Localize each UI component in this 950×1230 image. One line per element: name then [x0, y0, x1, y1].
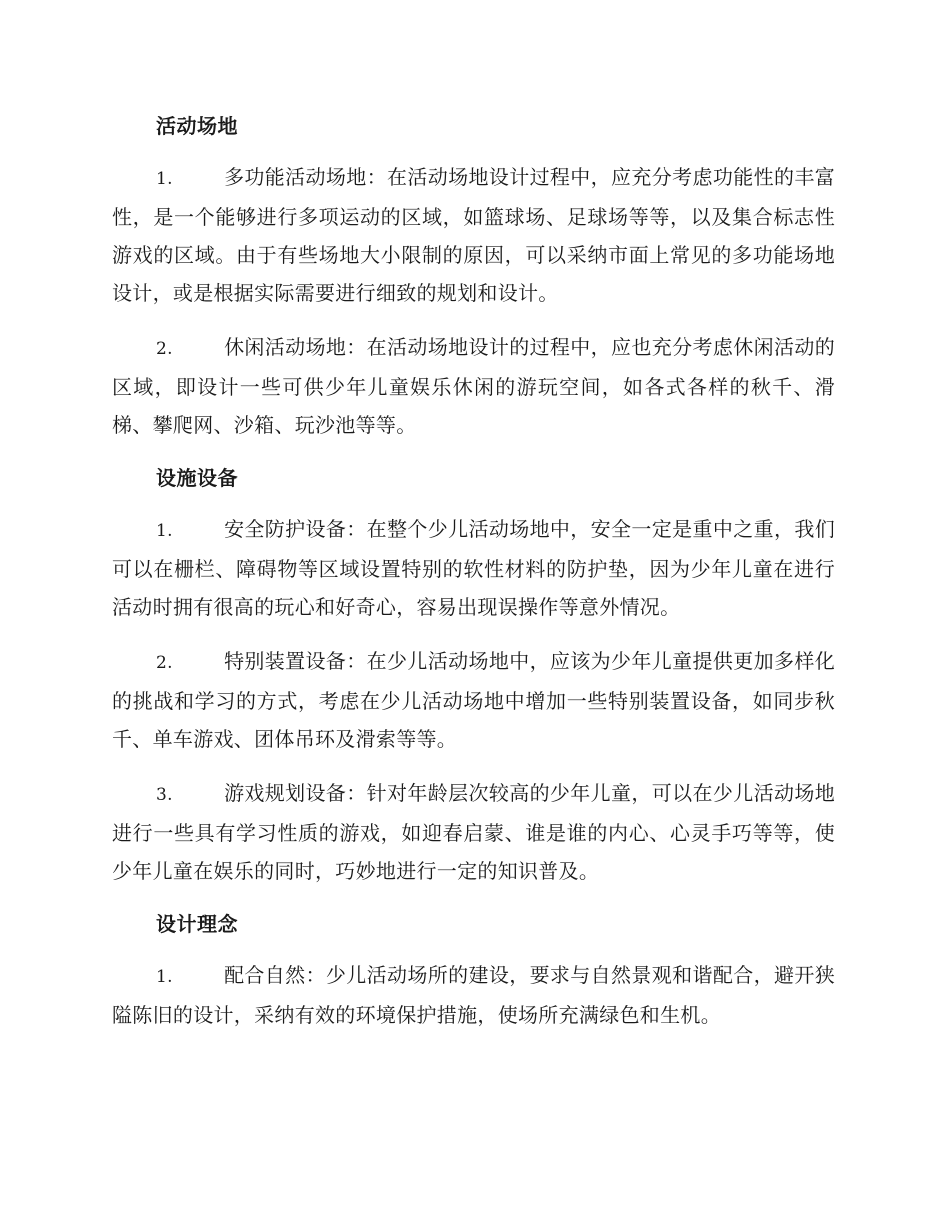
section-facilities	[112, 460, 835, 890]
section-design-concept	[112, 906, 835, 1034]
item-number: 1.	[156, 967, 173, 987]
section-heading: 活动场地	[156, 114, 238, 138]
section-heading: 设计理念	[156, 912, 238, 936]
item-number: 1.	[156, 169, 173, 189]
section-activity-venue	[112, 108, 835, 444]
item-number: 2.	[156, 653, 173, 673]
item-text: 配合自然：少儿活动场所的建设，要求与自然景观和谐配合，避开狭隘陈旧的设计，采纳有效的环境保护措施，使场所充满绿色和生机。	[112, 963, 835, 1027]
item-text: 多功能活动场地：在活动场地设计过程中，应充分考虑功能性的丰富性，是一个能够进行多项运动的区域，如篮球场、足球场等等，以及集合标志性游戏的区域。由于有些场地大小限制的原因，可以采纳市面上常见的多功能场地设计，或是根据实际需要进行细致的规划和设计。	[112, 165, 835, 305]
list-item	[112, 328, 835, 444]
list-item	[112, 642, 835, 758]
item-text: 安全防护设备：在整个少儿活动场地中，安全一定是重中之重，我们可以在栅栏、障碍物等区域设置特别的软性材料的防护垫，因为少年儿童在进行活动时拥有很高的玩心和好奇心，容易出现误操作等意外情况。	[112, 517, 835, 619]
item-text: 特别装置设备：在少儿活动场地中，应该为少年儿童提供更加多样化的挑战和学习的方式，考虑在少儿活动场地中增加一些特别装置设备，如同步秋千、单车游戏、团体吊环及滑索等等。	[112, 649, 835, 751]
item-number: 1.	[156, 521, 173, 541]
list-item	[112, 774, 835, 890]
list-item	[112, 158, 835, 312]
section-heading: 设施设备	[156, 466, 238, 490]
item-number: 2.	[156, 339, 173, 359]
list-item	[112, 956, 835, 1034]
list-item	[112, 510, 835, 626]
item-number: 3.	[156, 785, 173, 805]
item-text: 休闲活动场地：在活动场地设计的过程中，应也充分考虑休闲活动的区域，即设计一些可供少年儿童娱乐休闲的游玩空间，如各式各样的秋千、滑梯、攀爬网、沙箱、玩沙池等等。	[112, 335, 835, 437]
item-text: 游戏规划设备：针对年龄层次较高的少年儿童，可以在少儿活动场地进行一些具有学习性质的游戏，如迎春启蒙、谁是谁的内心、心灵手巧等等，使少年儿童在娱乐的同时，巧妙地进行一定的知识普及。	[112, 781, 835, 883]
